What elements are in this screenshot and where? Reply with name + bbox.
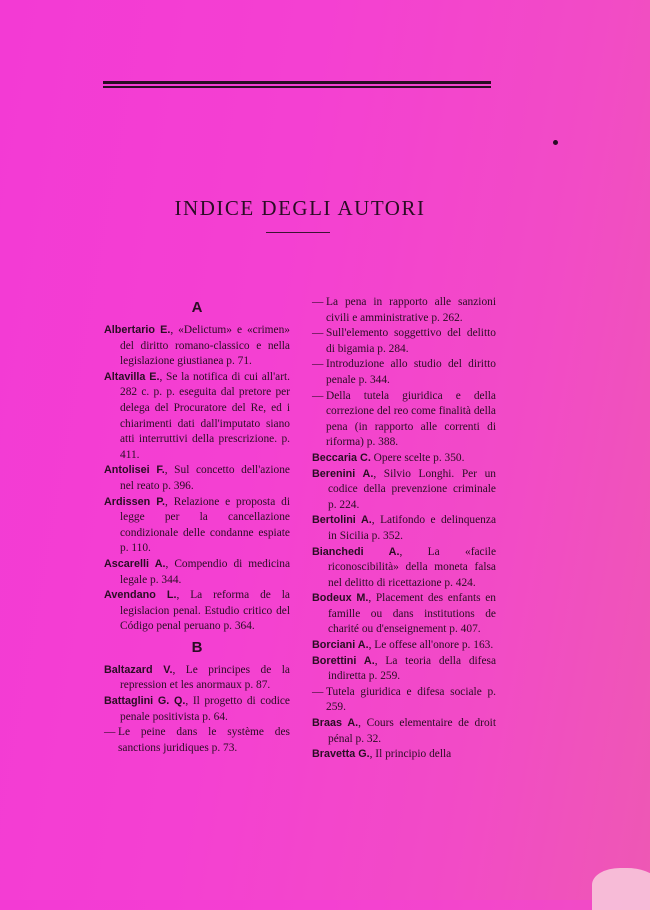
entry-text: , Latifondo e delinquenza in Sicilia p. 352. <box>328 514 496 542</box>
entry-text: , Compendio di medicina legale p. 344. <box>120 557 290 586</box>
entry-text: , Il progetto di codice penale positivista p. 64. <box>120 695 290 723</box>
entry-text: , Il principio della <box>369 748 452 761</box>
dash-marker: — <box>312 389 324 402</box>
author-name: Braas A. <box>312 717 359 730</box>
entry-text: , La reforma de la legislacion penal. Estudio critico del Código penal peruano p. 364. <box>120 589 290 633</box>
entry-text: , «Delictum» e «crimen» del diritto romano-classico e nella legislazione giustianea p. 71. <box>120 324 290 368</box>
author-name: Beccaria C. <box>312 451 371 464</box>
entry-text: , Le offese all'onore p. 163. <box>368 639 494 652</box>
author-name: Ardissen P. <box>104 495 166 508</box>
entry-text: , Relazione e proposta di legge per la cancellazione condizionale delle condanne espiate p. 110. <box>120 495 290 555</box>
author-name: Battaglini G. Q. <box>104 695 186 708</box>
author-name: Ascarelli A. <box>104 557 166 570</box>
index-entry <box>312 747 496 763</box>
section-letter: A <box>191 299 203 316</box>
title-underline <box>266 232 330 233</box>
index-entry <box>104 588 290 635</box>
entry-text: , Se la notifica di cui all'art. 282 c. p. p. eseguita dal pretore per delega del Procuratore del Re, ed i chiarimenti dati dall'imputato siano atti interruttivi della prescrizione. p. 411. <box>120 370 290 461</box>
entry-text: , La teoria della difesa indiretta p. 259. <box>328 654 497 683</box>
index-subentry <box>312 357 496 388</box>
index-subentry <box>312 295 496 326</box>
index-column-right <box>312 295 496 763</box>
index-entry <box>312 716 496 747</box>
index-entry <box>104 323 290 370</box>
author-name: Bertolini A. <box>312 514 372 527</box>
entry-text: , Le principes de la repression et les anormaux p. 87. <box>120 663 290 692</box>
index-entry <box>312 654 496 685</box>
entry-text: Sull'elemento soggettivo del delitto di bigamia p. 284. <box>326 327 496 355</box>
entry-text: Introduzione allo studio del diritto penale p. 344. <box>326 358 496 386</box>
index-entry <box>104 557 290 588</box>
index-subentry <box>312 389 496 451</box>
entry-text: Opere scelte p. 350. <box>370 451 465 464</box>
dash-marker: — <box>312 685 324 698</box>
ink-speck <box>553 140 558 145</box>
dash-marker: — <box>312 296 324 308</box>
index-subentry <box>312 685 496 716</box>
author-name: Baltazard V. <box>104 663 173 676</box>
section-letter: B <box>191 638 203 656</box>
index-subentry <box>104 725 290 756</box>
header-double-rule <box>103 81 491 88</box>
author-name: Berenini A. <box>312 467 374 480</box>
index-entry <box>312 467 496 514</box>
entry-text: La pena in rapporto alle sanzioni civili e amministrative p. 262. <box>326 296 496 324</box>
entry-text: Tutela giuridica e difesa sociale p. 259. <box>326 685 496 714</box>
dash-marker: — <box>312 358 324 371</box>
dash-marker: — <box>104 726 116 739</box>
entry-text: , Silvio Longhi. Per un codice della prevenzione criminale p. 224. <box>328 467 496 511</box>
index-entry <box>104 463 290 494</box>
author-name: Antolisei F. <box>104 464 165 477</box>
index-entry <box>312 591 496 638</box>
entry-text: , La «facile riconoscibilità» della moneta falsa nel delitto di ricettazione p. 424. <box>328 545 496 589</box>
index-entry <box>104 694 290 725</box>
entry-text: Le peine dans le système des sanctions juridiques p. 73. <box>118 726 290 754</box>
page-title: INDICE DEGLI AUTORI <box>174 196 426 220</box>
index-column-left <box>104 295 290 756</box>
index-subentry <box>312 326 496 357</box>
entry-text: Della tutela giuridica e della correzione del reo come finalità della pena (in rapporto alle correnti di riforma) p. 388. <box>326 389 496 449</box>
author-name: Bravetta G. <box>312 748 370 761</box>
index-entry <box>312 451 496 467</box>
entry-text: , Sul concetto dell'azione nel reato p. 396. <box>120 464 290 492</box>
index-entry <box>312 545 496 592</box>
entry-text: , Placement des enfants en famille ou dans institutions de charité ou d'enseignement p. 407. <box>328 592 496 636</box>
author-name: Bianchedi A. <box>312 545 400 558</box>
author-name: Bodeux M. <box>312 592 369 605</box>
index-entry <box>104 663 290 694</box>
thumb-finger <box>592 868 650 910</box>
author-name: Borettini A. <box>312 654 375 667</box>
author-name: Albertario E. <box>104 324 171 336</box>
author-name: Altavilla E. <box>104 370 160 383</box>
index-entry <box>312 638 496 654</box>
index-entry <box>312 513 496 544</box>
author-name: Borciani A. <box>312 639 369 652</box>
entry-text: , Cours elementaire de droit pénal p. 32. <box>328 717 496 745</box>
index-entry <box>104 495 290 557</box>
author-name: Avendano L. <box>104 589 177 602</box>
index-entry <box>104 370 290 464</box>
dash-marker: — <box>312 327 324 340</box>
